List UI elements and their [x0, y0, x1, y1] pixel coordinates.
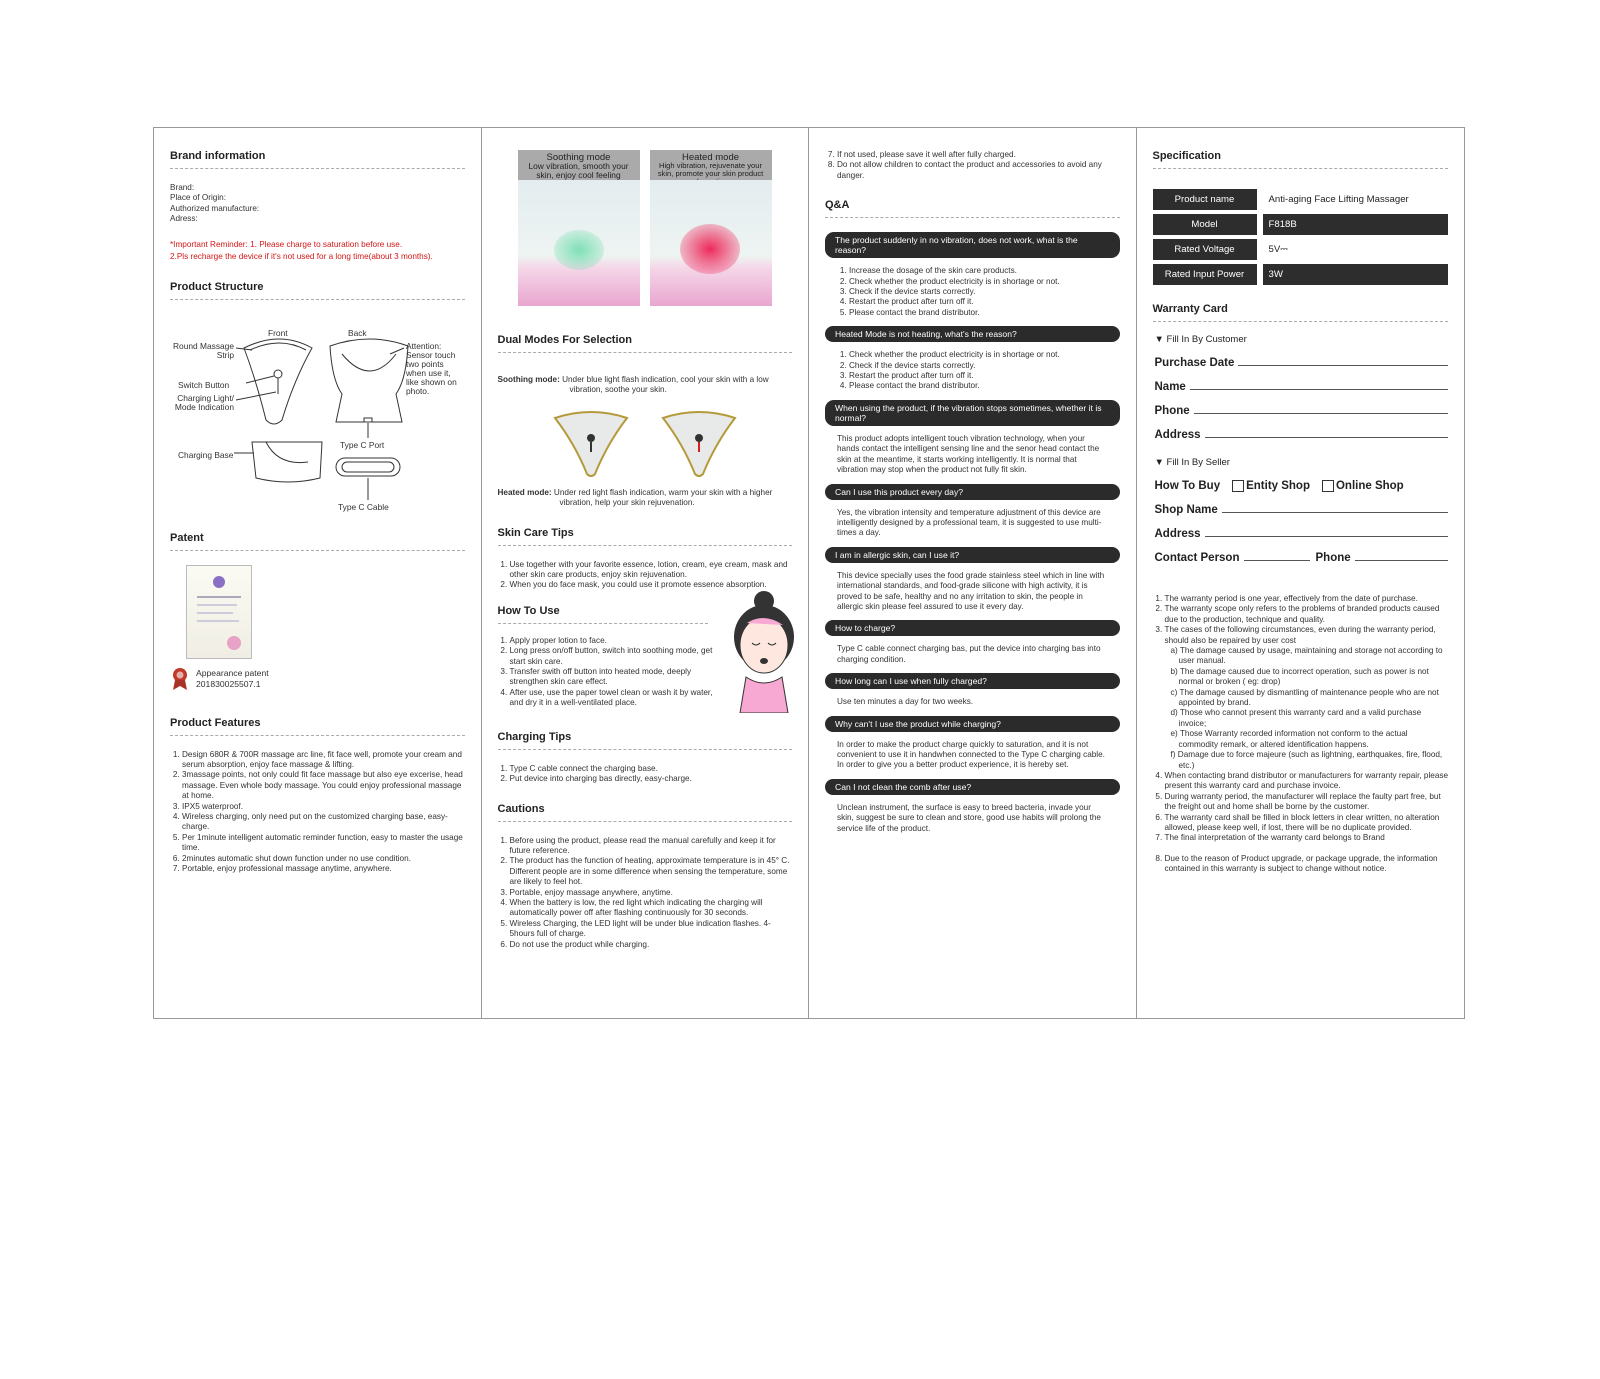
- structure-diagram: [170, 310, 465, 520]
- patent-info: [170, 667, 465, 691]
- manual-sheet: [153, 127, 1465, 1019]
- qa-answer: Type C cable connect charging bas, put the device into charging bas into charging condition.: [837, 644, 1101, 664]
- contact-row[interactable]: [1155, 552, 1449, 564]
- soothing-label: Soothing mode:: [497, 375, 560, 384]
- list-item: 3. IPX5 waterproof.: [182, 802, 465, 812]
- list-item: 4. After use, use the paper towel clean or wash it by water, and dry it in a well-ventilated place.: [510, 688, 720, 709]
- heated-desc: [498, 488, 793, 509]
- qa-answer: This product adopts intelligent touch vibration technology, when your hands contact the intelligent sensing line and the senor head contact the skin at the meantime, it starts working intelligently. It is normal that vibration may stop when the product not fully fit skin.: [837, 433, 1100, 475]
- sub-term: f) Damage due to force majeure (such as lightning, earthquakes, fire, flood, etc.): [1170, 750, 1443, 770]
- phone-field[interactable]: [1155, 405, 1449, 417]
- qa-answer: This device specially uses the food grade stainless steel which in line with international standards, and food-grade silicone with high activity, it is proved to be safe, healthy and no any irritation to skin, the people in allergic skin please feel assured to use it every day.: [837, 570, 1105, 611]
- spec-key: Model: [1153, 214, 1257, 235]
- list-item: 2. The warranty scope only refers to the problems of branded products caused due to the production, technique and quality.: [1165, 604, 1449, 625]
- spec-value: Anti-aging Face Lifting Massager: [1268, 194, 1409, 205]
- list-item: 4. Wireless charging, only need put on the customized charging base, easy-charge.: [182, 812, 465, 833]
- spec-title: Specification: [1153, 150, 1449, 169]
- spec-table: [1153, 189, 1449, 285]
- structure-drawing: [170, 310, 466, 520]
- heated-caption: Heated mode: [681, 152, 740, 163]
- fill-customer-label: ▼ Fill In By Customer: [1154, 334, 1247, 345]
- phone-label: Phone: [1154, 405, 1190, 417]
- woman-face-illustration: [724, 589, 800, 713]
- qa-question: Can I use this product every day?: [825, 484, 1120, 500]
- list-item: 2. The product has the function of heating, approximate temperature is in 45° C. Different people are in some difference when sensing the temperature, some are likely to feel hot.: [510, 856, 793, 887]
- dual-modes-title: Dual Modes For Selection: [498, 334, 793, 353]
- list-item: 6. Do not use the product while charging.: [510, 940, 793, 950]
- online-shop-label: Online Shop: [1335, 480, 1404, 492]
- how-to-use-section: [498, 605, 793, 709]
- reminder-1: *Important Reminder: 1. Please charge to saturation before use.: [170, 239, 403, 249]
- qa-question: When using the product, if the vibration stops sometimes, whether it is normal?: [825, 400, 1120, 426]
- patent-number: 201830025507.1: [196, 678, 261, 689]
- spec-key: Product name: [1153, 189, 1257, 210]
- soothing-desc: [498, 375, 793, 396]
- list-item: 2. When you do face mask, you could use it promote essence absorption.: [510, 580, 793, 590]
- label-type-c-cable: Type C Cable: [338, 501, 389, 512]
- name-field[interactable]: [1155, 381, 1449, 393]
- device-blue-icon: [551, 408, 631, 480]
- spec-row: [1153, 189, 1449, 210]
- heated-caption-box: [650, 150, 772, 180]
- column-modes: [482, 128, 810, 1018]
- list-item: 1. Before using the product, please read the manual carefully and keep it for future reference.: [510, 836, 793, 857]
- features-list: [170, 750, 465, 875]
- spec-value: F818B: [1263, 214, 1449, 235]
- brand-title: Brand information: [170, 150, 465, 169]
- mode-images: [498, 150, 793, 314]
- list-item: 1. Check whether the product electricity is in shortage or not.: [849, 350, 1120, 360]
- entity-shop-label: Entity Shop: [1246, 480, 1310, 492]
- list-item: 3. Portable, enjoy massage anywhere, anytime.: [510, 888, 793, 898]
- spec-value: 5V⎓: [1268, 244, 1288, 255]
- sub-term: b) The damage caused due to incorrect operation, such as power is not normal or broken ( eg: drop): [1170, 666, 1429, 687]
- sub-term: d) Those who cannot present this warranty card and a valid purchase invoice;: [1170, 708, 1422, 728]
- list-item: 7. The final interpretation of the warranty card belongs to Brand: [1165, 833, 1449, 843]
- heated-label: Heated mode:: [497, 487, 552, 497]
- label-switch: Switch Button: [178, 379, 230, 390]
- sub-terms: [1165, 646, 1449, 771]
- list-item: 3. Restart the product after turn off it.: [849, 371, 1120, 381]
- column-brand: [154, 128, 482, 1018]
- list-item: 7. If not used, please save it well after fully charged.: [837, 150, 1120, 160]
- qa-question: How long can I use when fully charged?: [825, 673, 1120, 689]
- sub-term: e) Those Warranty recorded information not conform to the actual commodity remark, or altered identification happens.: [1170, 729, 1408, 749]
- label-round-strip: Round Massage Strip: [173, 340, 234, 360]
- list-item: 6. 2minutes automatic shut down function under no use condition.: [182, 854, 465, 864]
- term-text: The cases of the following circumstances, even during the warranty period, should also be repaired by user cost: [1164, 625, 1436, 645]
- list-item: 5. Wireless Charging, the LED light will be under blue indication flashes. 4-5hours full of charge.: [510, 919, 793, 940]
- how-to-use-title: How To Use: [498, 605, 708, 624]
- qa-question: Can I not clean the comb after use?: [825, 779, 1120, 795]
- charging-tips-title: Charging Tips: [498, 731, 793, 750]
- qa-question: The product suddenly in no vibration, does not work, what is the reason?: [825, 232, 1120, 258]
- cautions-title: Cautions: [498, 803, 793, 822]
- purchase-date-field[interactable]: [1155, 357, 1449, 369]
- manufacture-line: Authorized manufacture:: [170, 203, 260, 213]
- device-red-icon: [659, 408, 739, 480]
- spec-key: Rated Input Power: [1153, 264, 1257, 285]
- list-item: 1. Type C cable connect the charging base.: [510, 764, 793, 774]
- name-label: Name: [1154, 381, 1186, 393]
- address-field[interactable]: [1155, 429, 1449, 441]
- list-item: 7. Portable, enjoy professional massage anytime, anywhere.: [182, 864, 465, 874]
- spec-row: [1153, 239, 1449, 260]
- label-charging-light: Charging Light/ Mode Indication: [174, 392, 234, 412]
- qa-question: Why can't I use the product while charging?: [825, 716, 1120, 732]
- sub-term: a) The damage caused by usage, maintaining and storage not according to user manual.: [1170, 646, 1443, 666]
- qa-question: I am in allergic skin, can I use it?: [825, 547, 1120, 563]
- patent-title: Patent: [170, 532, 465, 551]
- seller-phone-label: Phone: [1315, 552, 1351, 564]
- label-front: Front: [268, 327, 288, 338]
- list-item: 2. Check whether the product electricity is in shortage or not.: [849, 277, 1120, 287]
- shop-name-label: Shop Name: [1154, 504, 1218, 516]
- list-item: 4. When the battery is low, the red light which indicating the charging will automatically power off after flashing continuously for 30 seconds.: [510, 898, 793, 919]
- award-ribbon-icon: [170, 667, 190, 691]
- list-item: 8. Do not allow children to contact the product and accessories to avoid any danger.: [837, 160, 1120, 181]
- list-item: 4. Please contact the brand distributor.: [849, 381, 1120, 391]
- structure-title: Product Structure: [170, 281, 465, 300]
- qa-question: How to charge?: [825, 620, 1120, 636]
- list-item: 1. Increase the dosage of the skin care products.: [849, 266, 1120, 276]
- address-label: Address: [1154, 429, 1201, 441]
- skin-care-title: Skin Care Tips: [498, 527, 793, 546]
- list-item: 2. 3massage points, not only could fit face massage but also eye excerise, head massage. Even whole body massage. You could enjoy professional massage at home.: [182, 770, 465, 801]
- qa-answer: Use ten minutes a day for two weeks.: [837, 697, 974, 707]
- list-item: 4. When contacting brand distributor or manufacturers for warranty repair, please present this warranty card and purchase invoice.: [1165, 771, 1449, 792]
- soothing-mode-image: [518, 150, 640, 306]
- qa-answer: Yes, the vibration intensity and temperature adjustment of this device are intelligently designed by a professional team, it is suggested to use multi-times a day.: [837, 507, 1102, 538]
- list-item: [1165, 625, 1449, 771]
- warranty-terms-list: [1153, 594, 1449, 875]
- brand-lines: [170, 183, 465, 225]
- spec-row: [1153, 264, 1449, 285]
- reminder-2: 2.Pls recharge the device if it's not used for a long time(about 3 months).: [170, 251, 433, 261]
- soothing-illustration: [518, 180, 640, 306]
- soothing-caption: Soothing mode: [546, 152, 611, 163]
- fill-seller-label: ▼ Fill In By Seller: [1154, 457, 1230, 468]
- list-item: 1. Design 680R & 700R massage arc line, fit face well, promote your cream and serum absorption, enjoy face massage & lifting.: [182, 750, 465, 771]
- qa-answer: In order to make the product charge quickly to saturation, and it is not convenient to use it in handwhen connected to the Type C charging cable. In order to give you a better product experience, it is hereby set.: [837, 739, 1105, 770]
- cautions-list: [498, 836, 793, 950]
- list-item: 5. Per 1minute intelligent automatic reminder function, easy to master the usage time.: [182, 833, 465, 854]
- charging-tips-list: [498, 764, 793, 785]
- spec-value: 3W: [1263, 264, 1449, 285]
- warranty-title: Warranty Card: [1153, 303, 1449, 322]
- device-images: [498, 408, 793, 480]
- soothing-text: Under blue light flash indication, cool your skin with a low vibration, soothe your skin.: [562, 375, 769, 395]
- purchase-date-label: Purchase Date: [1154, 357, 1235, 369]
- how-to-buy-label: How To Buy: [1154, 480, 1221, 492]
- skin-care-list: [498, 560, 793, 591]
- qa-answer-list: [825, 350, 1120, 392]
- column-qa: [809, 128, 1137, 1018]
- soothing-sub: Low vibration, smooth your skin, enjoy cool feeling: [528, 161, 629, 180]
- how-to-buy-row: [1155, 480, 1449, 492]
- list-item: 8. Due to the reason of Product upgrade, or package upgrade, the information contained in this warranty is subject to change without notice.: [1165, 854, 1449, 875]
- patent-label: Appearance patent: [196, 668, 269, 679]
- spec-key: Rated Voltage: [1153, 239, 1257, 260]
- list-item: 1. The warranty period is one year, effectively from the date of purchase.: [1165, 594, 1449, 604]
- brand-line: Brand:: [170, 183, 195, 192]
- label-attention: Attention: Sensor touch two points when use it, like shown on photo.: [406, 340, 457, 396]
- seller-address-field[interactable]: [1155, 528, 1449, 540]
- list-item: 5. Please contact the brand distributor.: [849, 308, 1120, 318]
- label-charging-base: Charging Base: [178, 449, 234, 460]
- seller-address-label: Address: [1154, 528, 1201, 540]
- list-item: 6. The warranty card shall be filled in block letters in clear written, no alteration allowed, please keep well, if lost, there will be no duplicate provided.: [1165, 813, 1449, 834]
- list-item: 4. Restart the product after turn off it.: [849, 297, 1120, 307]
- list-item: 5. During warranty period, the manufacturer will replace the faulty part free, but the freight out and home shall be borne by the customer.: [1165, 792, 1449, 813]
- shop-name-field[interactable]: [1155, 504, 1449, 516]
- heated-sub: High vibration, rejuvenate your skin, promote your skin product: [657, 161, 764, 178]
- list-item: 2. Check if the device starts correctly.: [849, 361, 1120, 371]
- heated-text: Under red light flash indication, warm your skin with a higher vibration, help your skin rejuvenation.: [553, 487, 773, 508]
- origin-line: Place of Origin:: [170, 193, 226, 203]
- how-to-use-list: [498, 636, 720, 709]
- patent-text: [196, 668, 269, 689]
- address-line: Adress:: [170, 214, 198, 224]
- heated-mode-image: [650, 150, 772, 306]
- cautions-continued-list: [825, 150, 1120, 181]
- patent-certificate-image: [186, 565, 252, 659]
- soothing-caption-box: [518, 150, 640, 180]
- column-warranty: [1137, 128, 1465, 1018]
- qa-question: Heated Mode is not heating, what's the reason?: [825, 326, 1120, 342]
- list-item: 1. Apply proper lotion to face.: [510, 636, 720, 646]
- qa-title: Q&A: [825, 199, 1120, 218]
- qa-answer: Unclean instrument, the surface is easy to breed bacteria, invade your skin, suggest be sure to clean and store, good use habits will prolong the service life of the product.: [837, 802, 1101, 833]
- label-back: Back: [348, 327, 367, 338]
- qa-answer-list: [825, 266, 1120, 318]
- heated-illustration: [650, 180, 772, 306]
- list-item: 2. Long press on/off button, switch into soothing mode, get start skin care.: [510, 646, 720, 667]
- spec-row: [1153, 214, 1449, 235]
- list-item: 1. Use together with your favorite essence, lotion, cream, eye cream, mask and other skin care products, enjoy skin rejuvenation.: [510, 560, 793, 581]
- contact-person-label: Contact Person: [1154, 552, 1240, 564]
- label-type-c-port: Type C Port: [340, 439, 385, 450]
- list-item: 3. Transfer swith off button into heated mode, deeply strengthen skin care effect.: [510, 667, 720, 688]
- list-item: 2. Put device into charging bas directly, easy-charge.: [510, 774, 793, 784]
- features-title: Product Features: [170, 717, 465, 736]
- entity-shop-checkbox[interactable]: [1232, 480, 1244, 492]
- sub-term: c) The damage caused by dismantling of maintenance people who are not appointed by brand.: [1170, 687, 1439, 708]
- list-item: 3. Check if the device starts correctly.: [849, 287, 1120, 297]
- online-shop-checkbox[interactable]: [1322, 480, 1334, 492]
